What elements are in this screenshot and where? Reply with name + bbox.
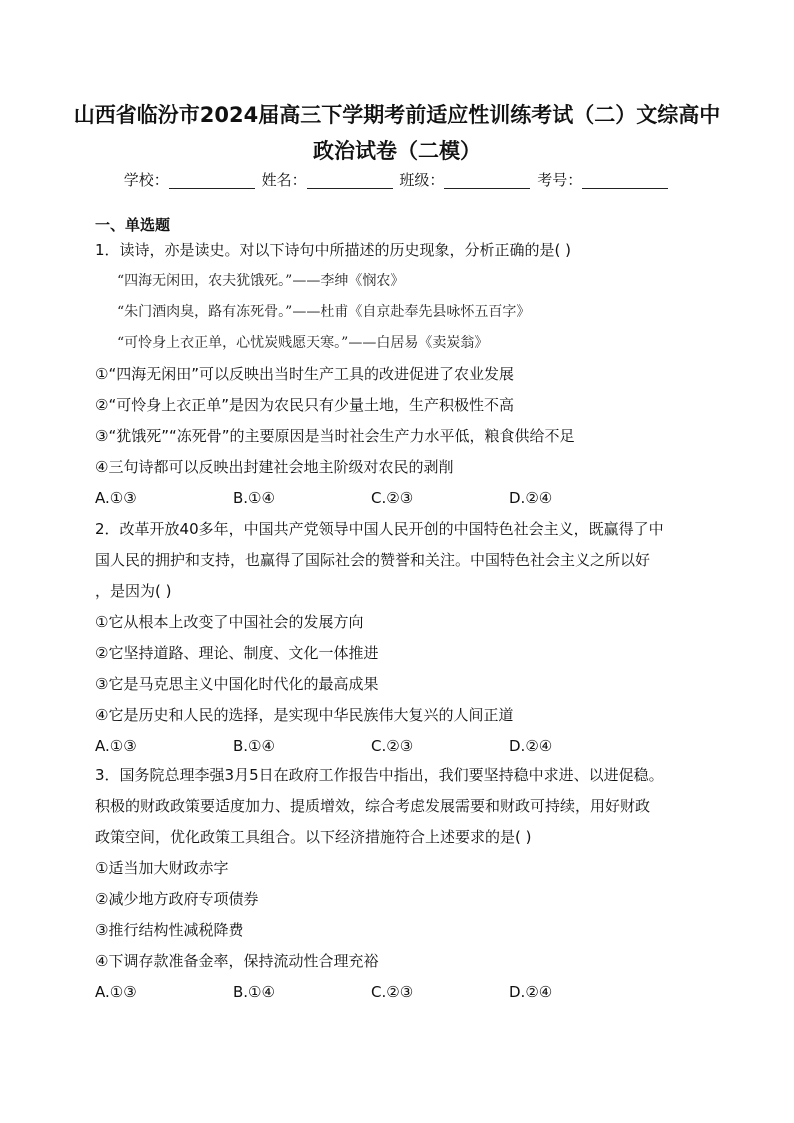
answer-options <box>95 731 705 762</box>
class-field <box>399 169 532 191</box>
question-stem: 国人民的拥护和支持，也赢得了国际社会的赞誉和关注。中国特色社会主义之所以好 <box>95 551 651 569</box>
answer-options <box>95 483 705 514</box>
statement-item: ④下调存款准备金率，保持流动性合理充裕 <box>95 952 379 970</box>
question-stem: 2．改革开放40多年，中国共产党领导中国人民开创的中国特色社会主义，既赢得了中 <box>95 520 664 538</box>
school-field <box>124 169 257 191</box>
class-blank[interactable] <box>444 172 530 189</box>
name-blank[interactable] <box>307 172 393 189</box>
option-d[interactable]: D.②④ <box>509 737 553 755</box>
statement-item: ②它坚持道路、理论、制度、文化一体推进 <box>95 644 379 662</box>
exam-title-line-1: 山西省临汾市2024届高三下学期考前适应性训练考试（二）文综高中 <box>73 103 721 127</box>
option-c[interactable]: C.②③ <box>371 489 414 507</box>
question-stem: 1．读诗，亦是读史。对以下诗句中所描述的历史现象，分析正确的是( ) <box>95 241 572 259</box>
question-stem: 积极的财政政策要适度加力、提质增效，综合考虑发展需要和财政可持续，用好财政 <box>95 797 651 815</box>
option-a[interactable]: A.①③ <box>95 983 137 1001</box>
class-label: 班级： <box>399 171 445 189</box>
exam-number-label: 考号： <box>537 171 583 189</box>
section-title: 一、单选题 <box>95 216 171 234</box>
answer-options <box>95 977 705 1008</box>
option-d[interactable]: D.②④ <box>509 983 553 1001</box>
name-label: 姓名： <box>261 171 307 189</box>
exam-number-field <box>537 169 670 191</box>
question-stem: ，是因为( ) <box>95 582 172 600</box>
option-b[interactable]: B.①④ <box>233 983 275 1001</box>
exam-number-blank[interactable] <box>582 172 668 189</box>
statement-item: ④它是历史和人民的选择，是实现中华民族伟大复兴的人间正道 <box>95 706 514 724</box>
option-a[interactable]: A.①③ <box>95 489 137 507</box>
exam-title-line-2: 政治试卷（二模） <box>313 139 481 163</box>
statement-item: ②“可怜身上衣正单”是因为农民只有少量土地，生产积极性不高 <box>95 396 514 414</box>
statement-item: ④三句诗都可以反映出封建社会地主阶级对农民的剥削 <box>95 458 454 476</box>
school-blank[interactable] <box>169 172 255 189</box>
poem-line: “可怜身上衣正单，心忧炭贱愿天寒。”——白居易《卖炭翁》 <box>117 335 489 351</box>
question-stem: 政策空间，优化政策工具组合。以下经济措施符合上述要求的是( ) <box>95 828 532 846</box>
option-a[interactable]: A.①③ <box>95 737 137 755</box>
statement-item: ①“四海无闲田”可以反映出当时生产工具的改进促进了农业发展 <box>95 365 514 383</box>
question-2 <box>95 514 705 762</box>
option-d[interactable]: D.②④ <box>509 489 553 507</box>
question-3 <box>95 760 705 1008</box>
statement-item: ①适当加大财政赤字 <box>95 859 229 877</box>
option-c[interactable]: C.②③ <box>371 983 414 1001</box>
question-stem: 3．国务院总理李强3月5日在政府工作报告中指出，我们要坚持稳中求进、以进促稳。 <box>95 766 664 784</box>
option-b[interactable]: B.①④ <box>233 489 275 507</box>
school-label: 学校： <box>123 171 169 189</box>
question-1 <box>95 235 705 514</box>
statement-item: ③推行结构性减税降费 <box>95 921 244 939</box>
name-field <box>262 169 395 191</box>
poem-line: “四海无闲田，农夫犹饿死。”——李绅《悯农》 <box>117 273 405 289</box>
statement-item: ③“犹饿死”“冻死骨”的主要原因是当时社会生产力水平低，粮食供给不足 <box>95 427 575 445</box>
statement-item: ③它是马克思主义中国化时代化的最高成果 <box>95 675 379 693</box>
student-info-fields <box>0 169 794 191</box>
poem-line: “朱门酒肉臭，路有冻死骨。”——杜甫《自京赴奉先县咏怀五百字》 <box>117 304 531 320</box>
statement-item: ①它从根本上改变了中国社会的发展方向 <box>95 613 364 631</box>
option-c[interactable]: C.②③ <box>371 737 414 755</box>
statement-item: ②减少地方政府专项债券 <box>95 890 259 908</box>
option-b[interactable]: B.①④ <box>233 737 275 755</box>
